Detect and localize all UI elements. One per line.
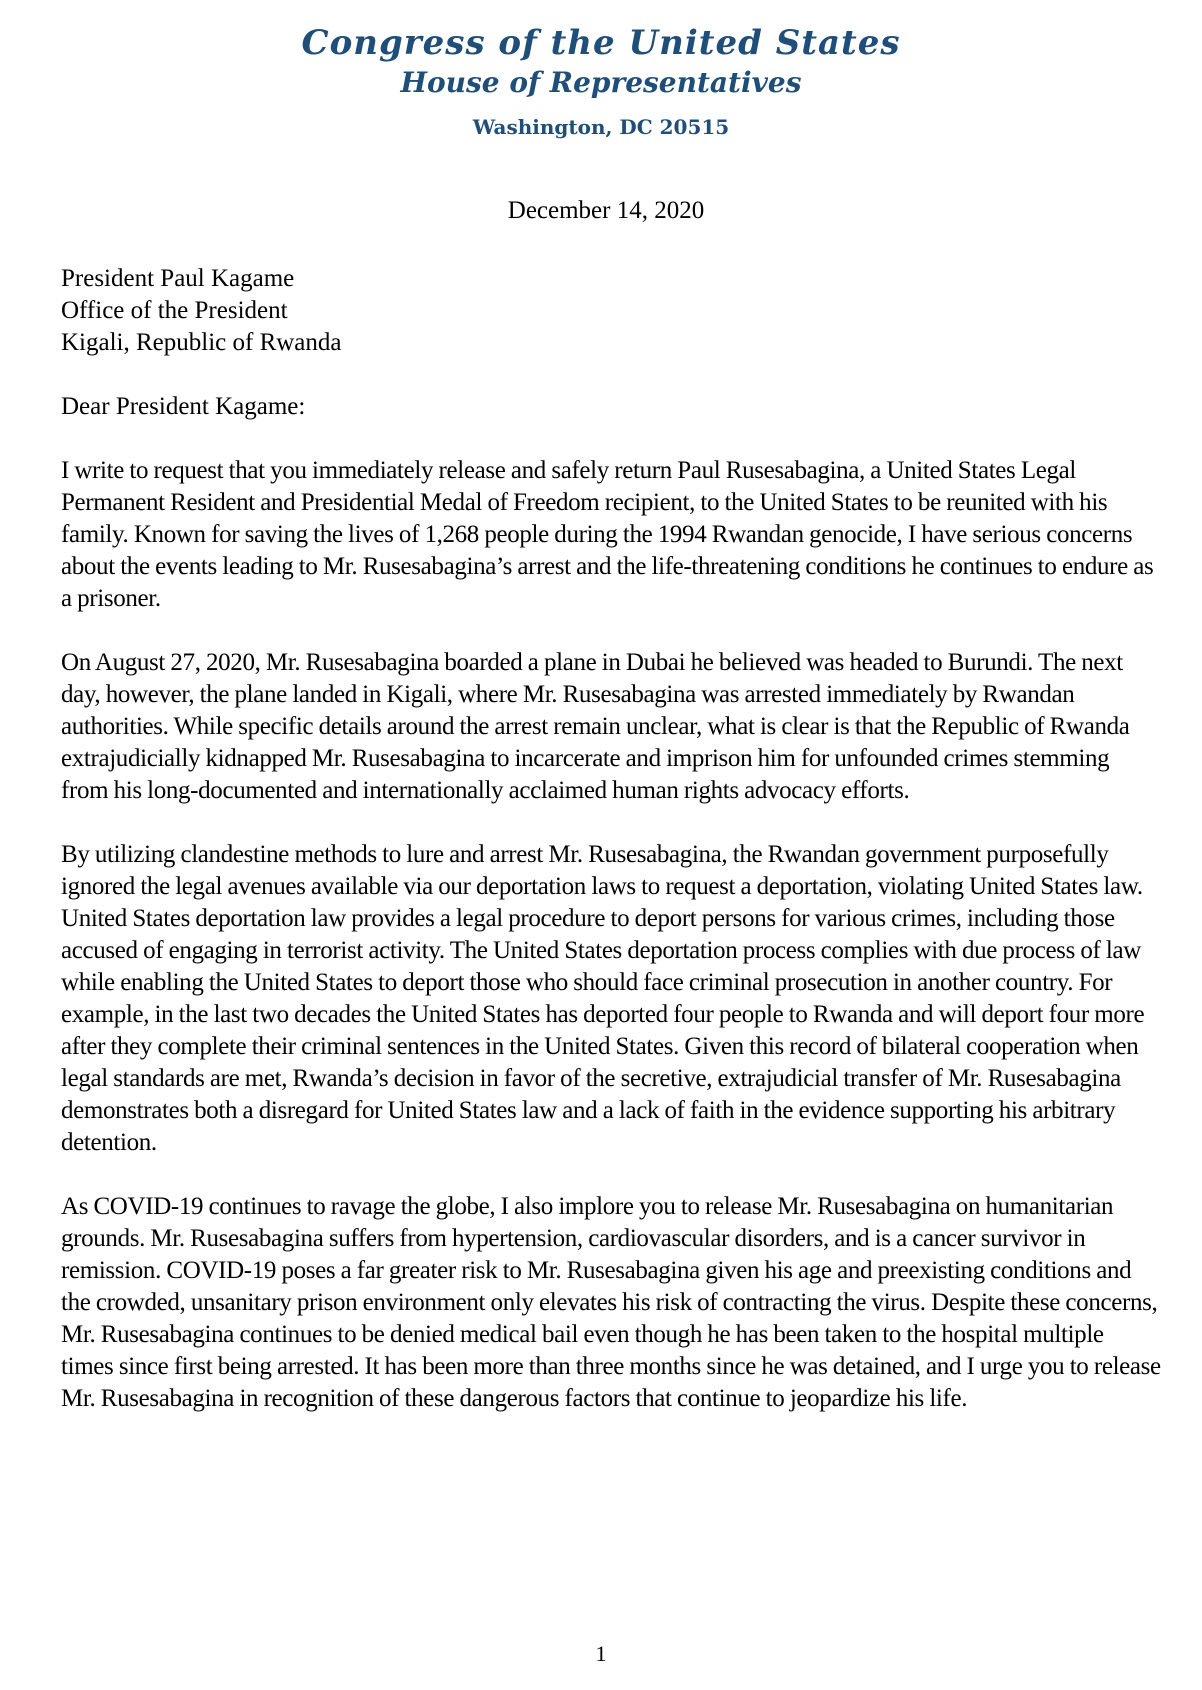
letterhead <box>0 22 1202 142</box>
recipient-address <box>61 263 1161 359</box>
recipient-office: Office of the President <box>61 297 288 324</box>
paragraph-request: I write to request that you immediately release and safely return Paul Rusesabagina, a United States Legal Permanent Resident and Presidential Medal of Freedom recipient, to the United States to be reunited with his family. Known for saving the lives of 1,268 people during the 1994 Rwandan genocide, I have serious concerns about the events leading to Mr. Rusesabagina’s arrest and the life-threatening conditions he continues to endure as a prisoner. <box>61 457 1154 612</box>
page-number: 1 <box>595 1641 607 1666</box>
paragraph-humanitarian: As COVID-19 continues to ravage the globe, I also implore you to release Mr. Rusesabagina on humanitarian grounds. Mr. Rusesabagina suffers from hypertension, cardiovascular disorders, and is a cancer survivor in remission. COVID-19 poses a far greater risk to Mr. Rusesabagina given his age and preexisting conditions and the crowded, unsanitary prison environment only elevates his risk of contracting the virus. Despite these concerns, Mr. Rusesabagina continues to be denied medical bail even though he has been taken to the hospital multiple times since first being arrested. It has been more than three months since he was detained, and I urge you to release Mr. Rusesabagina in recognition of these dangerous factors that continue to jeopardize his life. <box>61 1193 1161 1412</box>
paragraph-arrest: On August 27, 2020, Mr. Rusesabagina boarded a plane in Dubai he believed was headed to Burundi. The next day, however, the plane landed in Kigali, where Mr. Rusesabagina was arrested immediately by Rwandan authorities. While specific details around the arrest remain unclear, what is clear is that the Republic of Rwanda extrajudicially kidnapped Mr. Rusesabagina to incarcerate and imprison him for unfounded crimes stemming from his long-documented and internationally acclaimed human rights advocacy efforts. <box>61 649 1130 804</box>
letterhead-address: Washington, DC 20515 <box>472 115 730 139</box>
salutation: Dear President Kagame: <box>61 393 306 420</box>
recipient-location: Kigali, Republic of Rwanda <box>61 329 342 356</box>
letter-date: December 14, 2020 <box>507 197 705 224</box>
letterhead-house: House of Representatives <box>400 66 802 99</box>
paragraph-deportation-law: By utilizing clandestine methods to lure and arrest Mr. Rusesabagina, the Rwandan government purposefully ignored the legal avenues available via our deportation laws to request a deportation, violating United States law. United States deportation law provides a legal procedure to deport persons for various crimes, including those accused of engaging in terrorist activity. The United States deportation process complies with due process of law while enabling the United States to deport those who should face criminal prosecution in another country. For example, in the last two decades the United States has deported four people to Rwanda and will deport four more after they complete their criminal sentences in the United States. Given this record of bilateral cooperation when legal standards are met, Rwanda’s decision in favor of the secretive, extrajudicial transfer of Mr. Rusesabagina demonstrates both a disregard for United States law and a lack of faith in the evidence supporting his arbitrary detention. <box>61 841 1145 1156</box>
recipient-name: President Paul Kagame <box>61 265 295 292</box>
letter-body <box>61 263 1161 1415</box>
letterhead-congress: Congress of the United States <box>301 23 901 63</box>
